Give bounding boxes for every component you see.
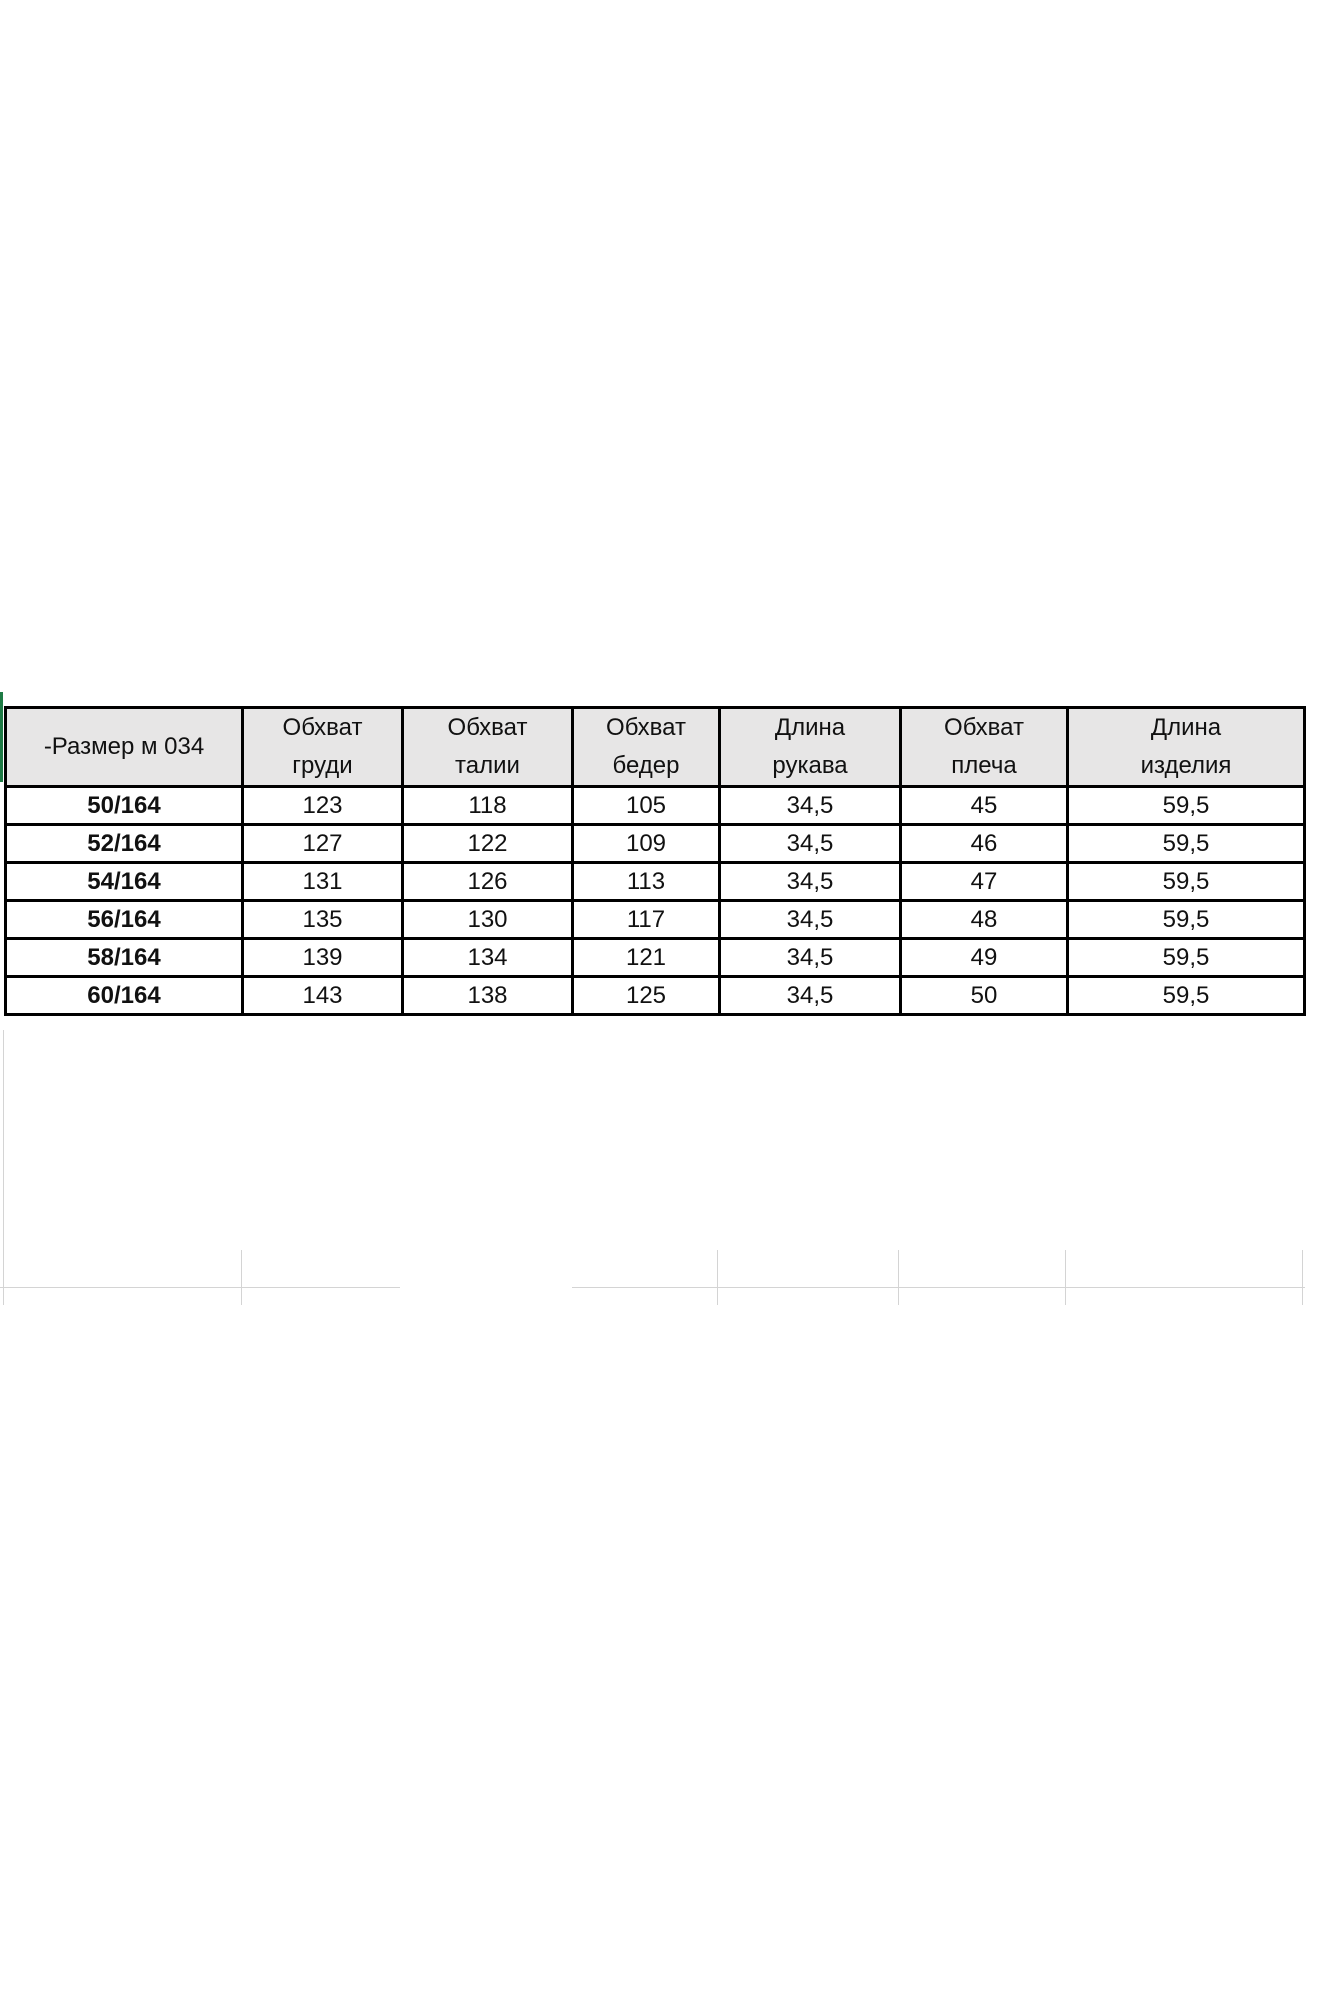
table-row [6,901,1305,939]
table-row [6,863,1305,901]
header-line: талии [455,752,520,779]
item-length-cell[interactable]: 59,5 [1068,863,1305,901]
hips-cell[interactable]: 109 [573,825,720,863]
waist-cell[interactable]: 138 [403,977,573,1015]
waist-cell[interactable]: 130 [403,901,573,939]
size-cell[interactable]: 56/164 [6,901,243,939]
item-length-cell[interactable]: 59,5 [1068,977,1305,1015]
column-header-shoulder[interactable] [901,708,1068,787]
shoulder-cell[interactable]: 46 [901,825,1068,863]
chest-cell[interactable]: 123 [243,787,403,825]
sleeve-length-cell[interactable]: 34,5 [720,863,901,901]
item-length-cell[interactable]: 59,5 [1068,939,1305,977]
table-row [6,977,1305,1015]
hips-cell[interactable]: 121 [573,939,720,977]
waist-cell[interactable]: 122 [403,825,573,863]
hips-cell[interactable]: 113 [573,863,720,901]
sleeve-length-cell[interactable]: 34,5 [720,977,901,1015]
item-length-cell[interactable]: 59,5 [1068,787,1305,825]
size-cell[interactable]: 52/164 [6,825,243,863]
size-cell[interactable]: 50/164 [6,787,243,825]
shoulder-cell[interactable]: 49 [901,939,1068,977]
sheet-gridline [572,1287,1305,1288]
waist-cell[interactable]: 134 [403,939,573,977]
shoulder-cell[interactable]: 48 [901,901,1068,939]
header-line: груди [292,752,353,779]
chest-cell[interactable]: 139 [243,939,403,977]
waist-cell[interactable]: 126 [403,863,573,901]
column-header-size[interactable]: -Размер м 034 [6,708,243,787]
sleeve-length-cell[interactable]: 34,5 [720,939,901,977]
sheet-gridline [898,1250,899,1305]
shoulder-cell[interactable]: 50 [901,977,1068,1015]
header-line: Обхват [606,714,686,741]
chest-cell[interactable]: 127 [243,825,403,863]
sheet-gridline [3,1030,4,1305]
table-row [6,787,1305,825]
cell-selection-edge [0,692,3,782]
column-header-chest[interactable] [243,708,403,787]
sheet-gridline [241,1250,242,1305]
hips-cell[interactable]: 125 [573,977,720,1015]
column-header-waist[interactable] [403,708,573,787]
header-line: Длина [774,714,846,741]
sleeve-length-cell[interactable]: 34,5 [720,825,901,863]
column-header-sleeve-length[interactable] [720,708,901,787]
header-line: Обхват [944,714,1024,741]
item-length-cell[interactable]: 59,5 [1068,901,1305,939]
chest-cell[interactable]: 143 [243,977,403,1015]
table-row [6,939,1305,977]
header-line: Обхват [447,714,528,741]
sleeve-length-cell[interactable]: 34,5 [720,901,901,939]
table-row [6,825,1305,863]
size-cell[interactable]: 60/164 [6,977,243,1015]
header-row [6,708,1305,787]
header-line: плеча [951,752,1017,779]
chest-cell[interactable]: 131 [243,863,403,901]
sheet-gridline [717,1250,718,1305]
chest-cell[interactable]: 135 [243,901,403,939]
header-line: изделия [1140,752,1232,779]
header-line: рукава [772,752,848,779]
sleeve-length-cell[interactable]: 34,5 [720,787,901,825]
header-line: бедер [612,752,680,779]
sheet-gridline [0,1287,400,1288]
size-cell[interactable]: 54/164 [6,863,243,901]
header-line: Обхват [282,714,363,741]
sheet-gridline [1302,1250,1303,1305]
hips-cell[interactable]: 117 [573,901,720,939]
column-header-item-length[interactable] [1068,708,1305,787]
header-line: Длина [1150,714,1222,741]
size-chart-table [4,706,1306,1016]
shoulder-cell[interactable]: 45 [901,787,1068,825]
sheet-gridline [1065,1250,1066,1305]
waist-cell[interactable]: 118 [403,787,573,825]
item-length-cell[interactable]: 59,5 [1068,825,1305,863]
column-header-hips[interactable] [573,708,720,787]
hips-cell[interactable]: 105 [573,787,720,825]
shoulder-cell[interactable]: 47 [901,863,1068,901]
size-cell[interactable]: 58/164 [6,939,243,977]
